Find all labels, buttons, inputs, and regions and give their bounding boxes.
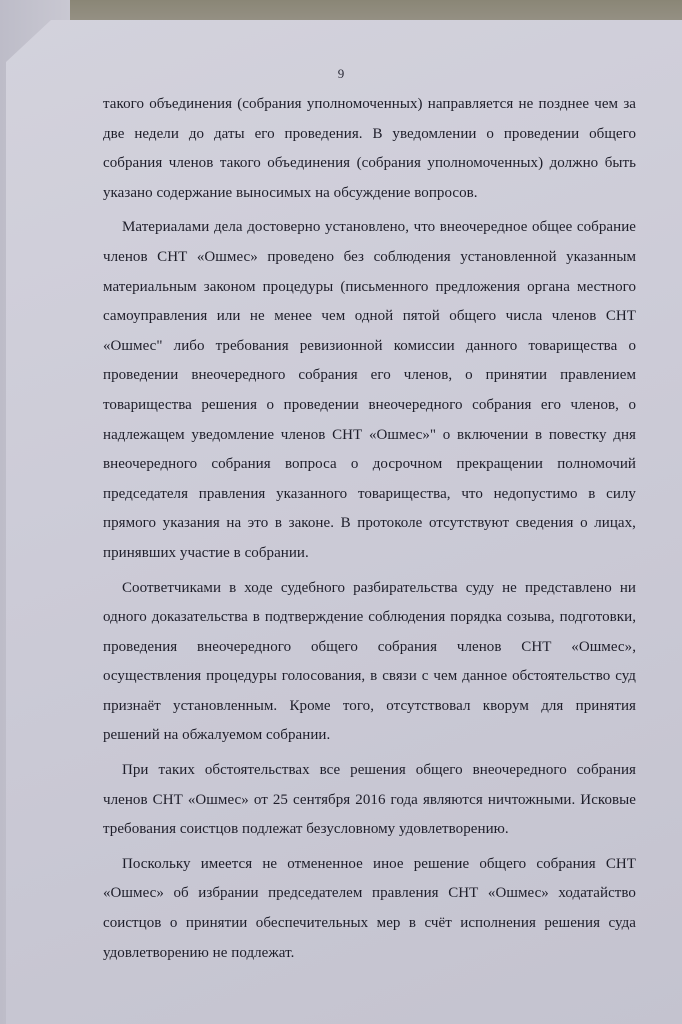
- paragraph-circumstances: При таких обстоятельствах все решения общего внеочередного собрания членов СНТ «Ошмес» от 25 сентября 2016 года являются ничтожными. Исковые требования соистцов подлежат безусловному удовлетворению.: [103, 762, 636, 838]
- document-body: [103, 90, 636, 968]
- paragraph-continuation: такого объединения (собрания уполномоченных) направляется не позднее чем за две недели до даты его проведения. В уведомлении о проведении общего собрания членов такого объединения (собрания уполномоченных) должно быть указано содержание выносимых на обсуждение вопросов.: [103, 96, 636, 201]
- page-number: 9: [337, 66, 345, 81]
- paragraph-co-defendants: Соответчиками в ходе судебного разбирательства суду не представлено ни одного доказательства в подтверждение соблюдения порядка созыва, подготовки, проведения внеочередного общего собрания членов СНТ «Ошмес», осуществления процедуры голосования, в связи с чем данное обстоятельство суд признаёт установленным. Кроме того, отсутствовал кворум для принятия решений на обжалуемом собрании.: [103, 579, 636, 744]
- paragraph-materials: Материалами дела достоверно установлено, что внеочередное общее собрание членов СНТ «Ошмес» проведено без соблюдения установленной указанным материальным законом процедуры (письменного предложения органа местного самоуправления или не менее чем одной пятой общего числа членов СНТ «Ошмес" либо требования ревизионной комиссии данного товарищества о проведении внеочередного собрания его членов, о принятии правлением товарищества решения о проведении внеочередного собрания его членов, о надлежащем уведомление членов СНТ «Ошмес»" о включении в повестку дня внеочередного собрания вопроса о досрочном прекращении полномочий председателя правления указанного товарищества, что недопустимо в силу прямого указания на это в законе. В протоколе отсутствуют сведения о лицах, принявших участие в собрании.: [103, 219, 636, 561]
- paragraph-motion: Поскольку имеется не отмененное иное решение общего собрания СНТ «Ошмес» об избрании председателем правления СНТ «Ошмес» ходатайство соистцов о принятии обеспечительных мер в счёт исполнения решения суда удовлетворению не подлежат.: [103, 855, 636, 961]
